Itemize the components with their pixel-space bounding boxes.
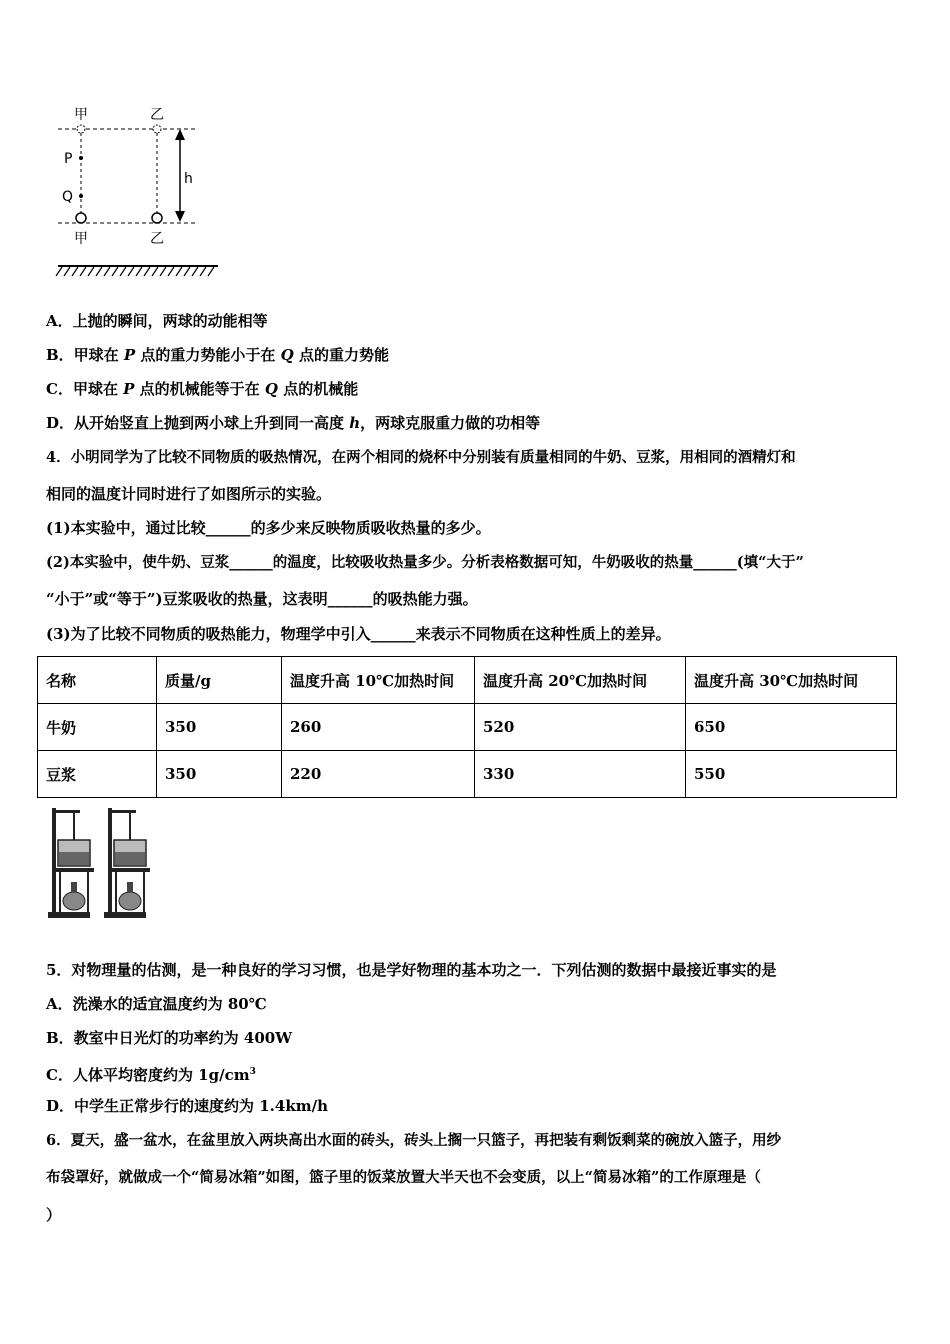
q3-b-post: 点的重力势能: [293, 346, 389, 364]
q5-option-c: [46, 1062, 256, 1085]
q3-c-post: 点的机械能: [277, 380, 359, 398]
table-row: [38, 751, 897, 798]
q4-sub2-line1: (2)本实验中，使牛奶、豆浆______的温度，比较吸收热量多少。分析表格数据可知，牛奶吸收的热量______(填“大于”: [46, 554, 804, 571]
table-row: [38, 704, 897, 751]
table-cell: 650: [686, 704, 897, 751]
table-cell: 550: [686, 751, 897, 798]
ball-yi-top: [153, 125, 161, 133]
table-header: 质量/g: [157, 657, 282, 704]
q5-stem: 5．对物理量的估测，是一种良好的学习习惯，也是学好物理的基本功之一．下列估测的数据中最接近事实的是: [46, 961, 777, 979]
label-q: Q: [62, 189, 74, 205]
q6-line2: 布袋罩好，就做成一个“简易冰箱”如图，篮子里的饭菜放置大半天也不会变质，以上“简易冰箱”的工作原理是（: [46, 1169, 761, 1186]
label-p: P: [64, 151, 73, 167]
q5-option-b: B．教室中日光灯的功率约为 400W: [46, 1029, 293, 1047]
ball-jia-top: [77, 125, 85, 133]
table-cell: 350: [157, 704, 282, 751]
heating-data-table: [37, 656, 897, 798]
table-header: 名称: [38, 657, 157, 704]
heating-apparatus-diagram: [42, 800, 162, 922]
ball-yi-bottom: [152, 213, 162, 223]
q3-b-pre: B．甲球在: [46, 346, 124, 364]
label-jia-bottom: 甲: [74, 231, 88, 247]
q3-d-post: ，两球克服重力做的功相等: [360, 414, 541, 432]
table-cell: 350: [157, 751, 282, 798]
q3-d-h: h: [349, 414, 361, 432]
q4-sub1: (1)本实验中，通过比较______的多少来反映物质吸收热量的多少。: [46, 519, 491, 537]
q3-option-d: [46, 413, 540, 433]
table-header: 温度升高 20℃加热时间: [475, 657, 686, 704]
q3-option-a: A．上抛的瞬间，两球的动能相等: [46, 312, 268, 330]
ball-throw-diagram: [50, 100, 230, 280]
label-yi-bottom: 乙: [150, 231, 164, 247]
ball-jia-bottom: [76, 213, 86, 223]
q4-sub2-line2: “小于”或“等于”)豆浆吸收的热量，这表明______的吸热能力强。: [46, 590, 478, 608]
table-cell: 260: [282, 704, 475, 751]
q3-c-q: Q: [264, 380, 278, 398]
q3-c-mid: 点的机械能等于在: [134, 380, 265, 398]
arrow-head-up: [175, 129, 185, 140]
table-cell: 520: [475, 704, 686, 751]
point-q: [79, 194, 83, 198]
q3-b-p: P: [123, 346, 136, 364]
q4-stem-line1: 4．小明同学为了比较不同物质的吸热情况，在两个相同的烧杯中分别装有质量相同的牛奶、豆浆，用相同的酒精灯和: [46, 449, 796, 466]
q3-d-pre: D．从开始竖直上抛到两小球上升到同一高度: [46, 414, 350, 432]
table-cell: 豆浆: [38, 751, 157, 798]
ground-hatching: [56, 267, 214, 276]
q3-b-mid: 点的重力势能小于在: [135, 346, 281, 364]
table-header: 温度升高 30℃加热时间: [686, 657, 897, 704]
label-yi-top: 乙: [150, 107, 164, 123]
arrow-head-down: [175, 211, 185, 222]
table-header-row: [38, 657, 897, 704]
table-cell: 330: [475, 751, 686, 798]
table-cell: 牛奶: [38, 704, 157, 751]
q6-line1: 6．夏天，盛一盆水，在盆里放入两块高出水面的砖头，砖头上搁一只篮子，再把装有剩饭剩菜的碗放入篮子，用纱: [46, 1132, 782, 1149]
q6-line3: ）: [46, 1206, 62, 1224]
q3-c-p: P: [123, 380, 135, 398]
q3-c-pre: C．甲球在: [46, 380, 124, 398]
q3-option-b: [46, 345, 389, 365]
label-h: h: [184, 171, 193, 187]
q3-b-q: Q: [280, 346, 294, 364]
q5-c-text: C．人体平均密度约为 1g/cm: [46, 1066, 250, 1084]
q5-c-sup: 3: [249, 1067, 256, 1077]
apparatus-left: [48, 808, 94, 918]
point-p: [79, 156, 83, 160]
q4-stem-line2: 相同的温度计同时进行了如图所示的实验。: [46, 485, 332, 503]
q3-option-c: [46, 379, 358, 399]
label-jia-top: 甲: [74, 107, 88, 123]
table-header: 温度升高 10℃加热时间: [282, 657, 475, 704]
table-cell: 220: [282, 751, 475, 798]
q5-option-d: D．中学生正常步行的速度约为 1.4km/h: [46, 1097, 328, 1115]
q5-option-a: A．洗澡水的适宜温度约为 80℃: [46, 995, 267, 1013]
apparatus-right: [104, 808, 150, 918]
q4-sub3: (3)为了比较不同物质的吸热能力，物理学中引入______来表示不同物质在这种性质上的差异。: [46, 625, 671, 643]
